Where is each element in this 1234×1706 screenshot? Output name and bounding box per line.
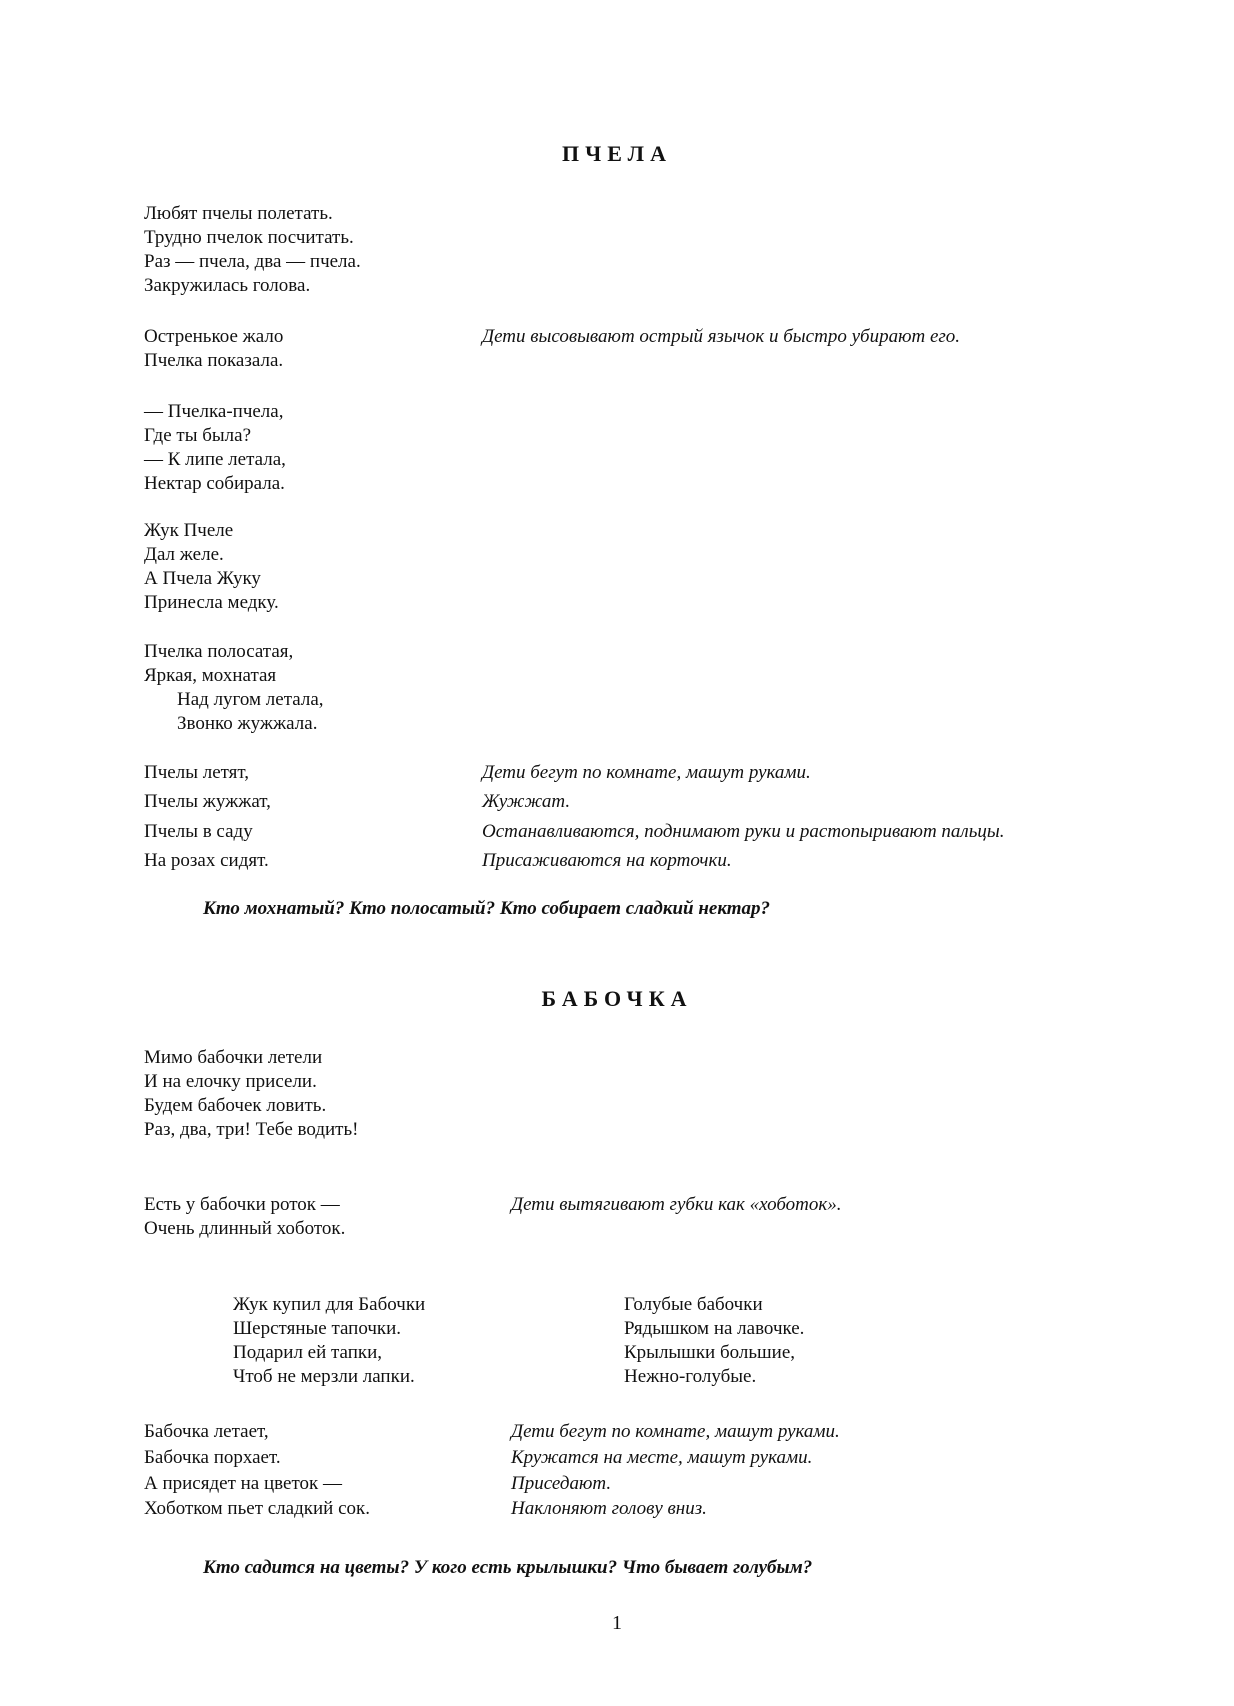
bee-stanza3-line: Нектар собирала. — [144, 473, 285, 494]
butterfly-title: БАБОЧКА — [541, 986, 693, 1011]
bee-stanza1-line: Закружилась голова. — [144, 275, 311, 296]
bee-action-line: Пчелы летят, — [144, 762, 250, 783]
bee-stanza5-indent-line: Над лугом летала, — [177, 689, 324, 710]
butterfly-stanza1-line: Будем бабочек ловить. — [144, 1095, 327, 1116]
butterfly-col-right-line: Нежно-голубые. — [624, 1366, 757, 1387]
bee-stanza1-line: Трудно пчелок посчитать. — [144, 227, 354, 248]
bee-action-line: На розах сидят. — [144, 850, 269, 871]
butterfly-stanza1-line: Раз, два, три! Тебе водить! — [144, 1119, 359, 1140]
bee-stanza3-line: Где ты была? — [144, 425, 252, 446]
page-number: 1 — [612, 1612, 622, 1634]
butterfly-col-right-line: Голубые бабочки — [624, 1294, 763, 1315]
bee-question: Кто мохнатый? Кто полосатый? Кто собирает сладкий нектар? — [203, 898, 771, 919]
butterfly-col-left-line: Чтоб не мерзли лапки. — [233, 1366, 415, 1387]
butterfly-action-line: Бабочка летает, — [144, 1421, 269, 1442]
bee-action-note: Останавливаются, поднимают руки и растопыривают пальцы. — [482, 821, 1005, 842]
butterfly-col-left-line: Подарил ей тапки, — [233, 1342, 383, 1363]
butterfly-stanza2-note: Дети вытягивают губки как «хоботок». — [511, 1194, 842, 1215]
bee-action-note: Жужжат. — [482, 791, 571, 812]
bee-stanza4-line: Жук Пчеле — [144, 520, 234, 541]
bee-stanza2-line: Остренькое жало — [144, 326, 284, 347]
bee-stanza3-line: — К липе летала, — [144, 449, 286, 470]
butterfly-action-note: Наклоняют голову вниз. — [511, 1498, 707, 1519]
butterfly-action-line: А присядет на цветок — — [144, 1473, 342, 1494]
butterfly-stanza1-line: Мимо бабочки летели — [144, 1047, 323, 1068]
butterfly-action-note: Дети бегут по комнате, машут руками. — [511, 1421, 840, 1442]
butterfly-col-right-line: Крылышки большие, — [624, 1342, 796, 1363]
butterfly-action-note: Приседают. — [511, 1473, 612, 1494]
butterfly-question: Кто садится на цветы? У кого есть крылышки? Что бывает голубым? — [203, 1557, 813, 1578]
bee-stanza3-line: — Пчелка-пчела, — [144, 401, 284, 422]
bee-stanza2-line: Пчелка показала. — [144, 350, 284, 371]
bee-stanza5-indent-line: Звонко жужжала. — [177, 713, 318, 734]
butterfly-action-note: Кружатся на месте, машут руками. — [511, 1447, 813, 1468]
bee-stanza2-note: Дети высовывают острый язычок и быстро убирают его. — [482, 326, 961, 347]
bee-action-line: Пчелы жужжат, — [144, 791, 271, 812]
butterfly-col-right-line: Рядышком на лавочке. — [624, 1318, 805, 1339]
bee-stanza1-line: Любят пчелы полетать. — [144, 203, 333, 224]
butterfly-col-left-line: Шерстяные тапочки. — [233, 1318, 402, 1339]
bee-action-line: Пчелы в саду — [144, 821, 253, 842]
bee-action-note: Присаживаются на корточки. — [482, 850, 732, 871]
butterfly-action-line: Хоботком пьет сладкий сок. — [144, 1498, 370, 1519]
bee-action-note: Дети бегут по комнате, машут руками. — [482, 762, 811, 783]
butterfly-action-line: Бабочка порхает. — [144, 1447, 281, 1468]
butterfly-stanza2-line: Очень длинный хоботок. — [144, 1218, 346, 1239]
bee-stanza1-line: Раз — пчела, два — пчела. — [144, 251, 361, 272]
butterfly-stanza2-line: Есть у бабочки роток — — [144, 1194, 340, 1215]
bee-stanza5-line: Яркая, мохнатая — [144, 665, 277, 686]
bee-stanza4-line: А Пчела Жуку — [144, 568, 261, 589]
butterfly-stanza1-line: И на елочку присели. — [144, 1071, 317, 1092]
bee-stanza4-line: Принесла медку. — [144, 592, 279, 613]
bee-stanza5-line: Пчелка полосатая, — [144, 641, 294, 662]
bee-stanza4-line: Дал желе. — [144, 544, 224, 565]
bee-title: ПЧЕЛА — [562, 141, 672, 166]
butterfly-col-left-line: Жук купил для Бабочки — [233, 1294, 426, 1315]
